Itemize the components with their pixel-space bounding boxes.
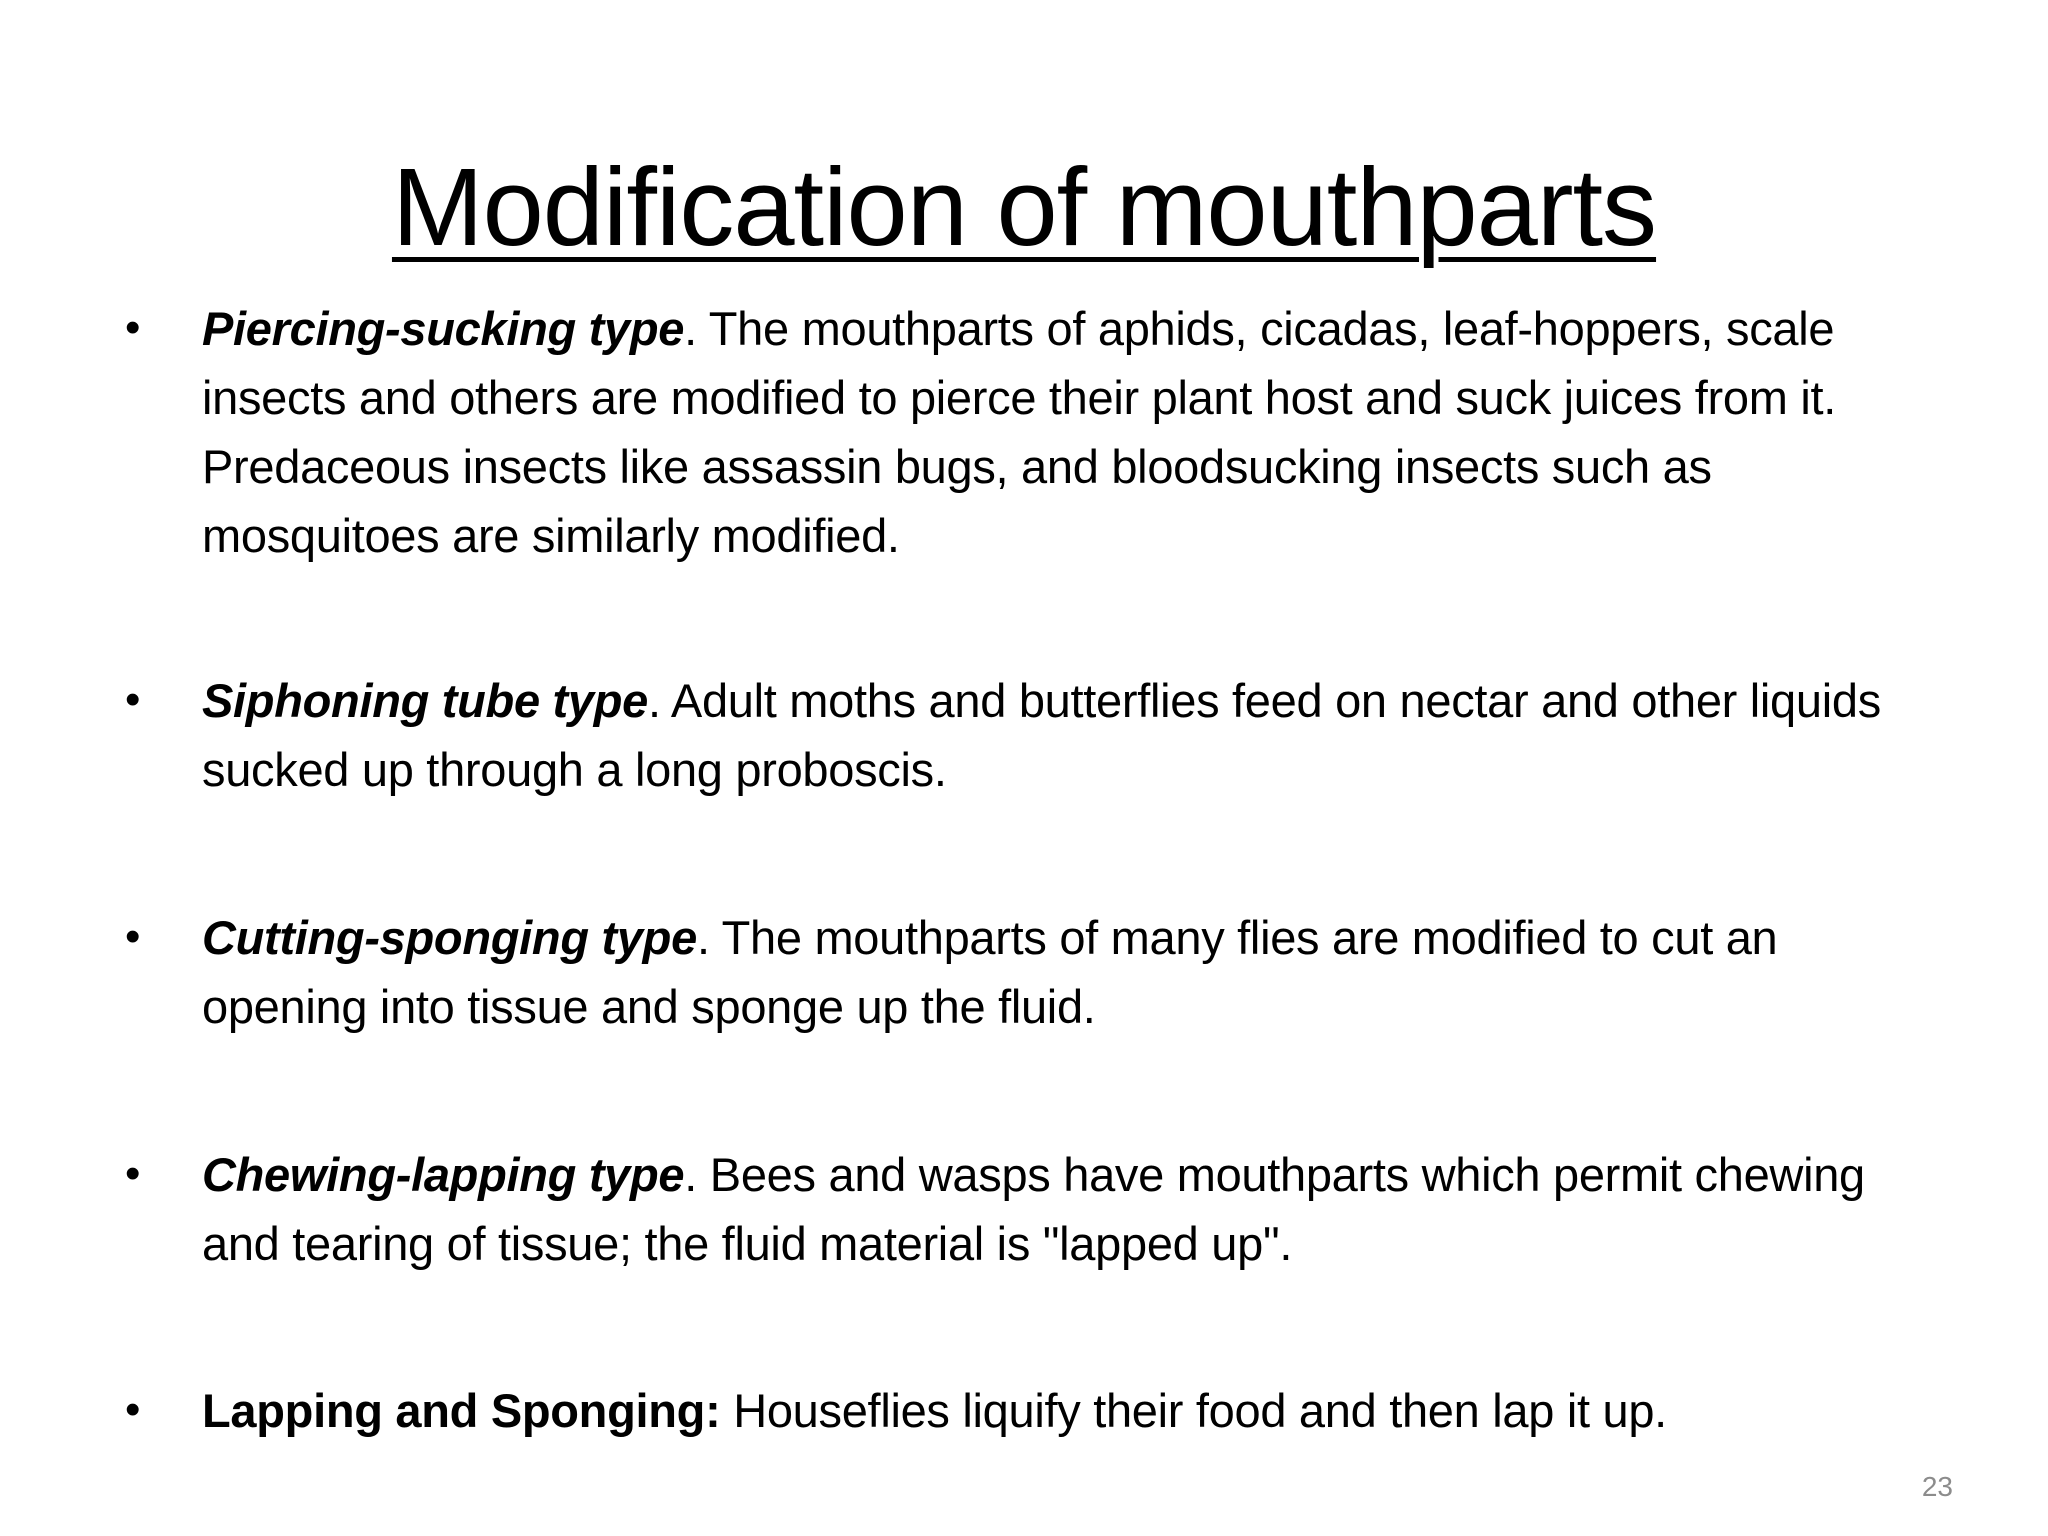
bullet-description: . The mouthparts of aphids, cicadas, leaf-hoppers, scale insects and others are modified to pierce their plant host and suck juices from it. Predaceous insects like assassin bugs, and bloodsucking insects such as mosquitoes are similarly modified. (202, 302, 1836, 562)
bullet-description: . Adult moths and butterflies feed on nectar and other liquids sucked up through a long proboscis. (202, 674, 1881, 796)
bullet-term: Cutting-sponging type (202, 911, 697, 964)
bullet-dot-icon: • (125, 1149, 141, 1198)
bullet-dot-icon: • (125, 303, 141, 352)
bullet-dot-icon: • (125, 912, 141, 961)
bullet-term: Siphoning tube type (202, 674, 648, 727)
bullet-text (202, 903, 1942, 1041)
bullet-text (202, 294, 1942, 570)
slide-title: Modification of mouthparts (391, 146, 1657, 269)
bullet-term: Chewing-lapping type (202, 1148, 685, 1201)
bullet-text (202, 666, 1942, 804)
bullet-dot-icon: • (125, 1385, 141, 1434)
page-number: 23 (1921, 1471, 1953, 1502)
bullet-description: Houseflies liquify their food and then lap it up. (720, 1384, 1667, 1437)
bullet-term: Piercing-sucking type (202, 302, 685, 355)
bullet-term: Lapping and Sponging: (202, 1384, 721, 1437)
bullet-text (202, 1376, 1942, 1445)
bullet-text (202, 1140, 1942, 1278)
bullet-description: . Bees and wasps have mouthparts which permit chewing and tearing of tissue; the fluid material is "lapped up". (202, 1148, 1865, 1270)
bullet-description: . The mouthparts of many flies are modified to cut an opening into tissue and sponge up the fluid. (202, 911, 1778, 1033)
bullet-dot-icon: • (125, 675, 141, 724)
